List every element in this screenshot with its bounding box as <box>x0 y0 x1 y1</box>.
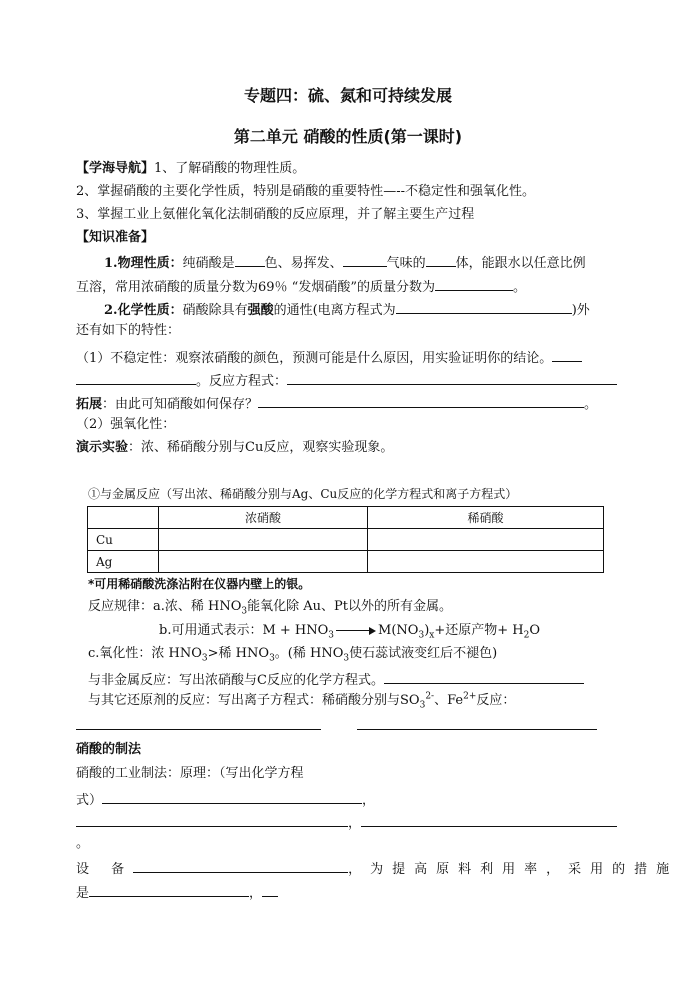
guide-line-1 <box>76 160 305 178</box>
blank-measures-2[interactable] <box>262 882 278 897</box>
blank-sulfite-equation[interactable] <box>76 715 321 730</box>
blank-ferrous-equation[interactable] <box>357 715 597 730</box>
measures-line: 是 ， <box>76 882 278 903</box>
table-row <box>88 551 604 573</box>
equipment-line: 设 备 ，为提高原料利用率，采用的措施 <box>76 858 678 879</box>
blank-decomposition-equation[interactable] <box>287 370 617 385</box>
production-line-3: ， <box>76 812 617 833</box>
page-subtitle: 第二单元 硝酸的性质(第一课时) <box>233 127 463 146</box>
other-reductant-line: 与其它还原剂的反应：写出离子方程式：稀硝酸分别与$SO_3^{2-}$、$Fe^{2+}$反应： <box>88 691 516 711</box>
table-header-empty <box>88 507 159 529</box>
table-header-concentrated: 浓硝酸 <box>159 507 368 529</box>
chemical-heading: 2.化学性质： <box>104 303 183 318</box>
blank-carbon-equation[interactable] <box>384 669 584 684</box>
blank-unstable-a[interactable] <box>552 347 582 362</box>
blank-smell[interactable] <box>343 252 387 267</box>
production-line-2: 式） ， <box>76 789 375 810</box>
page-title: 专题四：硫、氮和可持续发展 <box>243 86 452 105</box>
physical-heading: 1.物理性质： <box>104 256 183 271</box>
blank-fuming-fraction[interactable] <box>435 276 513 291</box>
unstable-line: （1）不稳定性：观察浓硝酸的颜色，预测可能是什么原因，用实验证明你的结论。 <box>76 347 582 368</box>
reaction-arrow-icon <box>336 627 376 635</box>
demo-label: 演示实验 <box>76 440 129 455</box>
demo-line: 演示实验：浓、稀硝酸分别与Cu反应，观察实验现象。 <box>76 440 394 455</box>
cell-cu-dilute[interactable] <box>368 529 604 551</box>
production-line-4: 。 <box>76 836 90 851</box>
blank-ionization-equation[interactable] <box>396 299 572 314</box>
prep-label: 【知识准备】 <box>76 230 155 245</box>
equation-line: 。反应方程式： <box>76 370 617 391</box>
chemical-line-1: 2.化学性质：硝酸除具有强酸的通性(电离方程式为 )外 <box>104 299 590 320</box>
blank-industrial-eq-3[interactable] <box>361 812 617 827</box>
blank-equipment[interactable] <box>133 858 348 873</box>
chemical-line-2: 还有如下的特性： <box>76 323 181 338</box>
table-row <box>88 529 604 551</box>
silver-note: *可用稀硝酸洗涤沾附在仪器内壁上的银。 <box>88 577 311 591</box>
row-label-ag: Ag <box>88 551 159 573</box>
rule-c: c.氧化性：浓 $HNO_3>$稀 $HNO_3$。(稀 $HNO_3$使石蕊试液变红后不褪色) <box>88 646 498 664</box>
table-header-dilute: 稀硝酸 <box>368 507 604 529</box>
cell-ag-concentrated[interactable] <box>159 551 368 573</box>
production-heading: 硝酸的制法 <box>76 742 142 757</box>
metal-reaction-table <box>87 506 604 573</box>
cell-ag-dilute[interactable] <box>368 551 604 573</box>
guide-item-2: 2、掌握硝酸的主要化学性质，特别是硝酸的重要特性—--不稳定性和强氧化性。 <box>76 184 536 199</box>
physical-line-1: 1.物理性质：纯硝酸是 色、易挥发、 气味的 体，能跟水以任意比例 <box>104 252 586 273</box>
row-label-cu: Cu <box>88 529 159 551</box>
guide-label: 【学海导航】 <box>76 161 155 176</box>
rule-b: b.可用通式表示：$M + HNO_3$ $M(NO_3)_x+$还原产物+ $H_2O$ <box>159 623 541 641</box>
production-line-1: 硝酸的工业制法：原理：（写出化学方程 <box>76 766 304 781</box>
extend-line: 拓展：由此可知硝酸如何保存？ 。 <box>76 393 597 414</box>
blank-storage[interactable] <box>258 393 584 408</box>
blank-state[interactable] <box>426 252 456 267</box>
blank-industrial-eq-2[interactable] <box>76 812 348 827</box>
metal-caption: ①与金属反应（写出浓、稀硝酸分别与Ag、Cu反应的化学方程式和离子方程式） <box>88 487 518 501</box>
rule-a: 反应规律：a.浓、稀 $HNO_3$能氧化除 Au、Pt以外的所有金属。 <box>88 599 452 617</box>
nonmetal-line: 与非金属反应：写出浓硝酸与C反应的化学方程式。 <box>88 669 584 690</box>
other-reductant-blanks <box>76 715 597 736</box>
blank-measures[interactable] <box>89 882 249 897</box>
cell-cu-concentrated[interactable] <box>159 529 368 551</box>
blank-unstable-b[interactable] <box>76 370 196 385</box>
guide-item-3: 3、掌握工业上氨催化氧化法制硝酸的反应原理，并了解主要生产过程 <box>76 207 475 222</box>
oxidizing-heading: （2）强氧化性： <box>76 417 176 432</box>
guide-item-1: 1、了解硝酸的物理性质。 <box>154 161 306 176</box>
physical-line-2: 互溶，常用浓硝酸的质量分数为69％ “发烟硝酸”的质量分数为 。 <box>76 276 526 297</box>
table-header-row <box>88 507 604 529</box>
extend-label: 拓展 <box>76 397 103 412</box>
blank-color[interactable] <box>235 252 265 267</box>
blank-industrial-eq-1[interactable] <box>102 789 362 804</box>
